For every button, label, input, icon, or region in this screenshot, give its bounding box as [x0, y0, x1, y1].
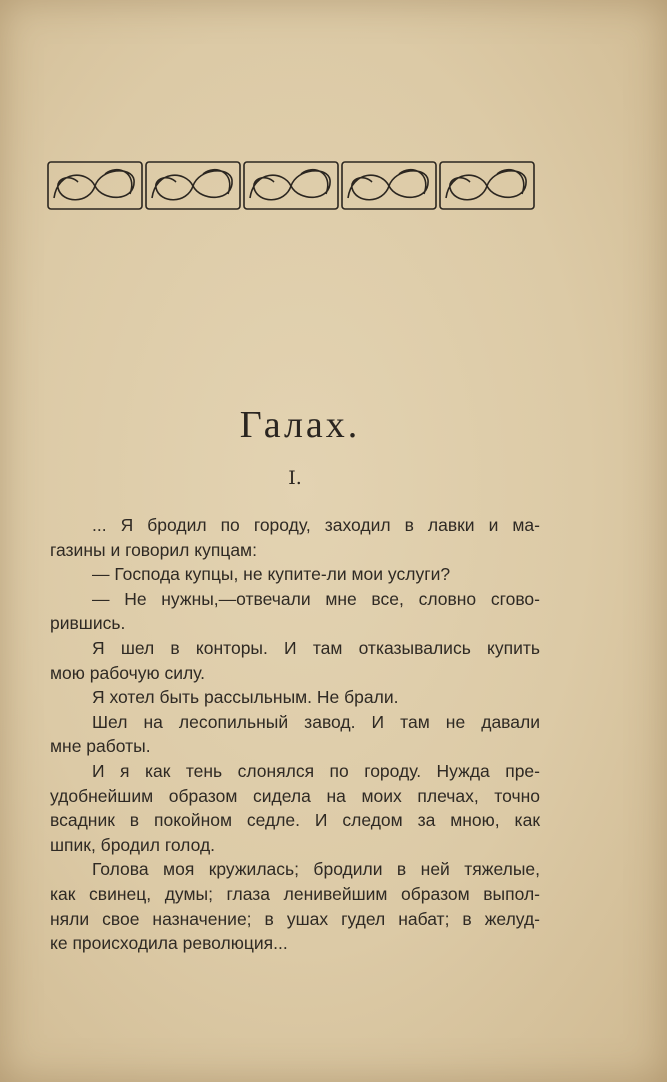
text-line: мою рабочую силу.	[50, 662, 206, 683]
ornament-knot	[446, 170, 526, 200]
ornament-knot	[152, 170, 232, 200]
chapter-number: I.	[288, 467, 302, 489]
text-line: газины и говорил купцам:	[50, 539, 257, 560]
decorative-ornament-band	[46, 160, 540, 212]
chapter-title: Галах.	[239, 404, 361, 446]
text-line: Голова моя кружилась; бродили в ней тяжелые,	[92, 859, 540, 880]
text-line: мне работы.	[50, 736, 151, 757]
text-line: шпик, бродил голод.	[50, 834, 216, 855]
text-line: И я как тень слонялся по городу. Нужда пре-	[92, 760, 540, 781]
text-line: Я шел в конторы. И там отказывались купить	[92, 637, 540, 658]
text-line: Шел на лесопильный завод. И там не давали	[92, 711, 540, 732]
text-line: удобнейшим образом сидела на моих плечах, точно	[50, 785, 540, 806]
text-line: как свинец, думы; глаза ленивейшим образом выпол-	[50, 883, 540, 904]
text-line: всадник в покойном седле. И следом за мною, как	[50, 810, 540, 831]
text-line: няли свое назначение; в ушах гудел набат; в желуд-	[50, 908, 540, 929]
text-line: Я хотел быть рассыльным. Не брали.	[92, 687, 399, 708]
ornament-knot	[250, 170, 330, 200]
ornament-knot	[348, 170, 428, 200]
text-line: — Господа купцы, не купите-ли мои услуги?	[92, 564, 451, 585]
ornament-knot	[54, 170, 134, 200]
text-line: рившись.	[50, 613, 126, 634]
text-line: ке происходила революция...	[50, 933, 288, 954]
text-line: ... Я бродил по городу, заходил в лавки и ма-	[92, 515, 540, 535]
body-text	[50, 513, 540, 956]
text-line: — Не нужны,—отвечали мне все, словно сгово-	[92, 588, 540, 609]
